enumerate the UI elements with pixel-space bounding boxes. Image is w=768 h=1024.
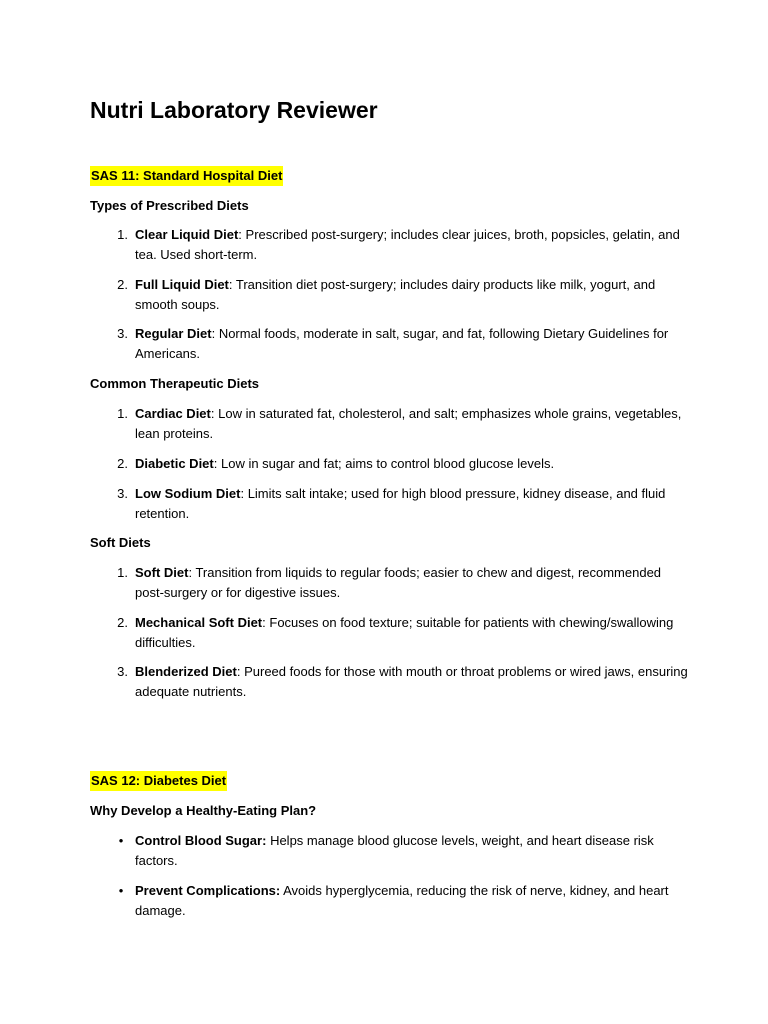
list-number: 1. (117, 406, 128, 421)
list-item-blenderized-diet (108, 662, 688, 702)
benefit-description: Avoids hyperglycemia, reducing the risk of nerve, kidney, and heart damage. (135, 883, 669, 918)
diet-description: Limits salt intake; used for high blood pressure, kidney disease, and fluid retention. (135, 486, 666, 521)
benefit-description: Helps manage blood glucose levels, weight, and heart disease risk factors. (135, 833, 654, 868)
subheading-soft-diets: Soft Diets (90, 535, 151, 550)
diet-term: Regular Diet (135, 326, 212, 341)
document-title: Nutri Laboratory Reviewer (90, 97, 378, 123)
list-item-soft-diet (108, 563, 688, 603)
term-separator: : (236, 664, 245, 679)
list-number: 1. (117, 227, 128, 242)
diet-description: Prescribed post-surgery; includes clear juices, broth, popsicles, gelatin, and tea. Used short-term. (135, 227, 680, 262)
bullet-marker: • (118, 883, 124, 898)
benefit-term: Control Blood Sugar: (135, 833, 267, 848)
subheading-why-develop-a-healthy-eating-plan: Why Develop a Healthy-Eating Plan? (90, 803, 317, 818)
diet-term: Full Liquid Diet (135, 277, 229, 292)
list-item-full-liquid-diet (108, 275, 688, 315)
term-separator: : (213, 456, 221, 471)
diet-term: Cardiac Diet (135, 406, 211, 421)
diet-description: Transition from liquids to regular foods; easier to chew and digest, recommended post-surgery or for digestive issues. (135, 565, 662, 600)
diet-term: Mechanical Soft Diet (135, 615, 263, 630)
term-separator: : (210, 406, 219, 421)
list-number: 2. (117, 615, 128, 630)
list-item-regular-diet (108, 324, 688, 364)
list-item-clear-liquid-diet (108, 225, 688, 265)
term-separator: : (211, 326, 219, 341)
list-number: 2. (117, 456, 128, 471)
term-separator: : (262, 615, 270, 630)
list-item-diabetic-diet (108, 454, 688, 474)
list-number: 3. (117, 326, 128, 341)
list-item-prevent-complications (108, 881, 688, 921)
diet-description: Focuses on food texture; suitable for patients with chewing/swallowing difficulties. (135, 615, 674, 650)
diet-description: Low in saturated fat, cholesterol, and salt; emphasizes whole grains, vegetables, lean proteins. (135, 406, 682, 441)
bullet-marker: • (118, 833, 124, 848)
list-item-mechanical-soft-diet (108, 613, 688, 653)
term-separator: : (238, 227, 246, 242)
benefit-term: Prevent Complications: (135, 883, 281, 898)
term-separator: : (188, 565, 196, 580)
section-heading-sas-12: SAS 12: Diabetes Diet (90, 771, 227, 791)
list-number: 1. (117, 565, 128, 580)
list-number: 3. (117, 486, 128, 501)
subheading-common-therapeutic-diets: Common Therapeutic Diets (90, 376, 260, 391)
diet-term: Clear Liquid Diet (135, 227, 239, 242)
diet-description: Low in sugar and fat; aims to control blood glucose levels. (220, 456, 555, 471)
section-heading-sas-11: SAS 11: Standard Hospital Diet (90, 166, 283, 186)
diet-term: Diabetic Diet (135, 456, 214, 471)
diet-term: Low Sodium Diet (135, 486, 241, 501)
diet-description: Normal foods, moderate in salt, sugar, and fat, following Dietary Guidelines for Americans. (135, 326, 669, 361)
diet-description: Transition diet post-surgery; includes dairy products like milk, yogurt, and smooth soups. (135, 277, 656, 312)
list-number: 2. (117, 277, 128, 292)
term-separator: : (240, 486, 248, 501)
diet-term: Soft Diet (135, 565, 189, 580)
list-item-control-blood-sugar (108, 831, 688, 871)
subheading-types-of-prescribed-diets: Types of Prescribed Diets (90, 198, 249, 213)
diet-term: Blenderized Diet (135, 664, 237, 679)
term-separator: : (228, 277, 236, 292)
list-item-low-sodium-diet (108, 484, 688, 524)
diet-description: Pureed foods for those with mouth or throat problems or wired jaws, ensuring adequate nutrients. (135, 664, 688, 699)
list-number: 3. (117, 664, 128, 679)
list-item-cardiac-diet (108, 404, 688, 444)
